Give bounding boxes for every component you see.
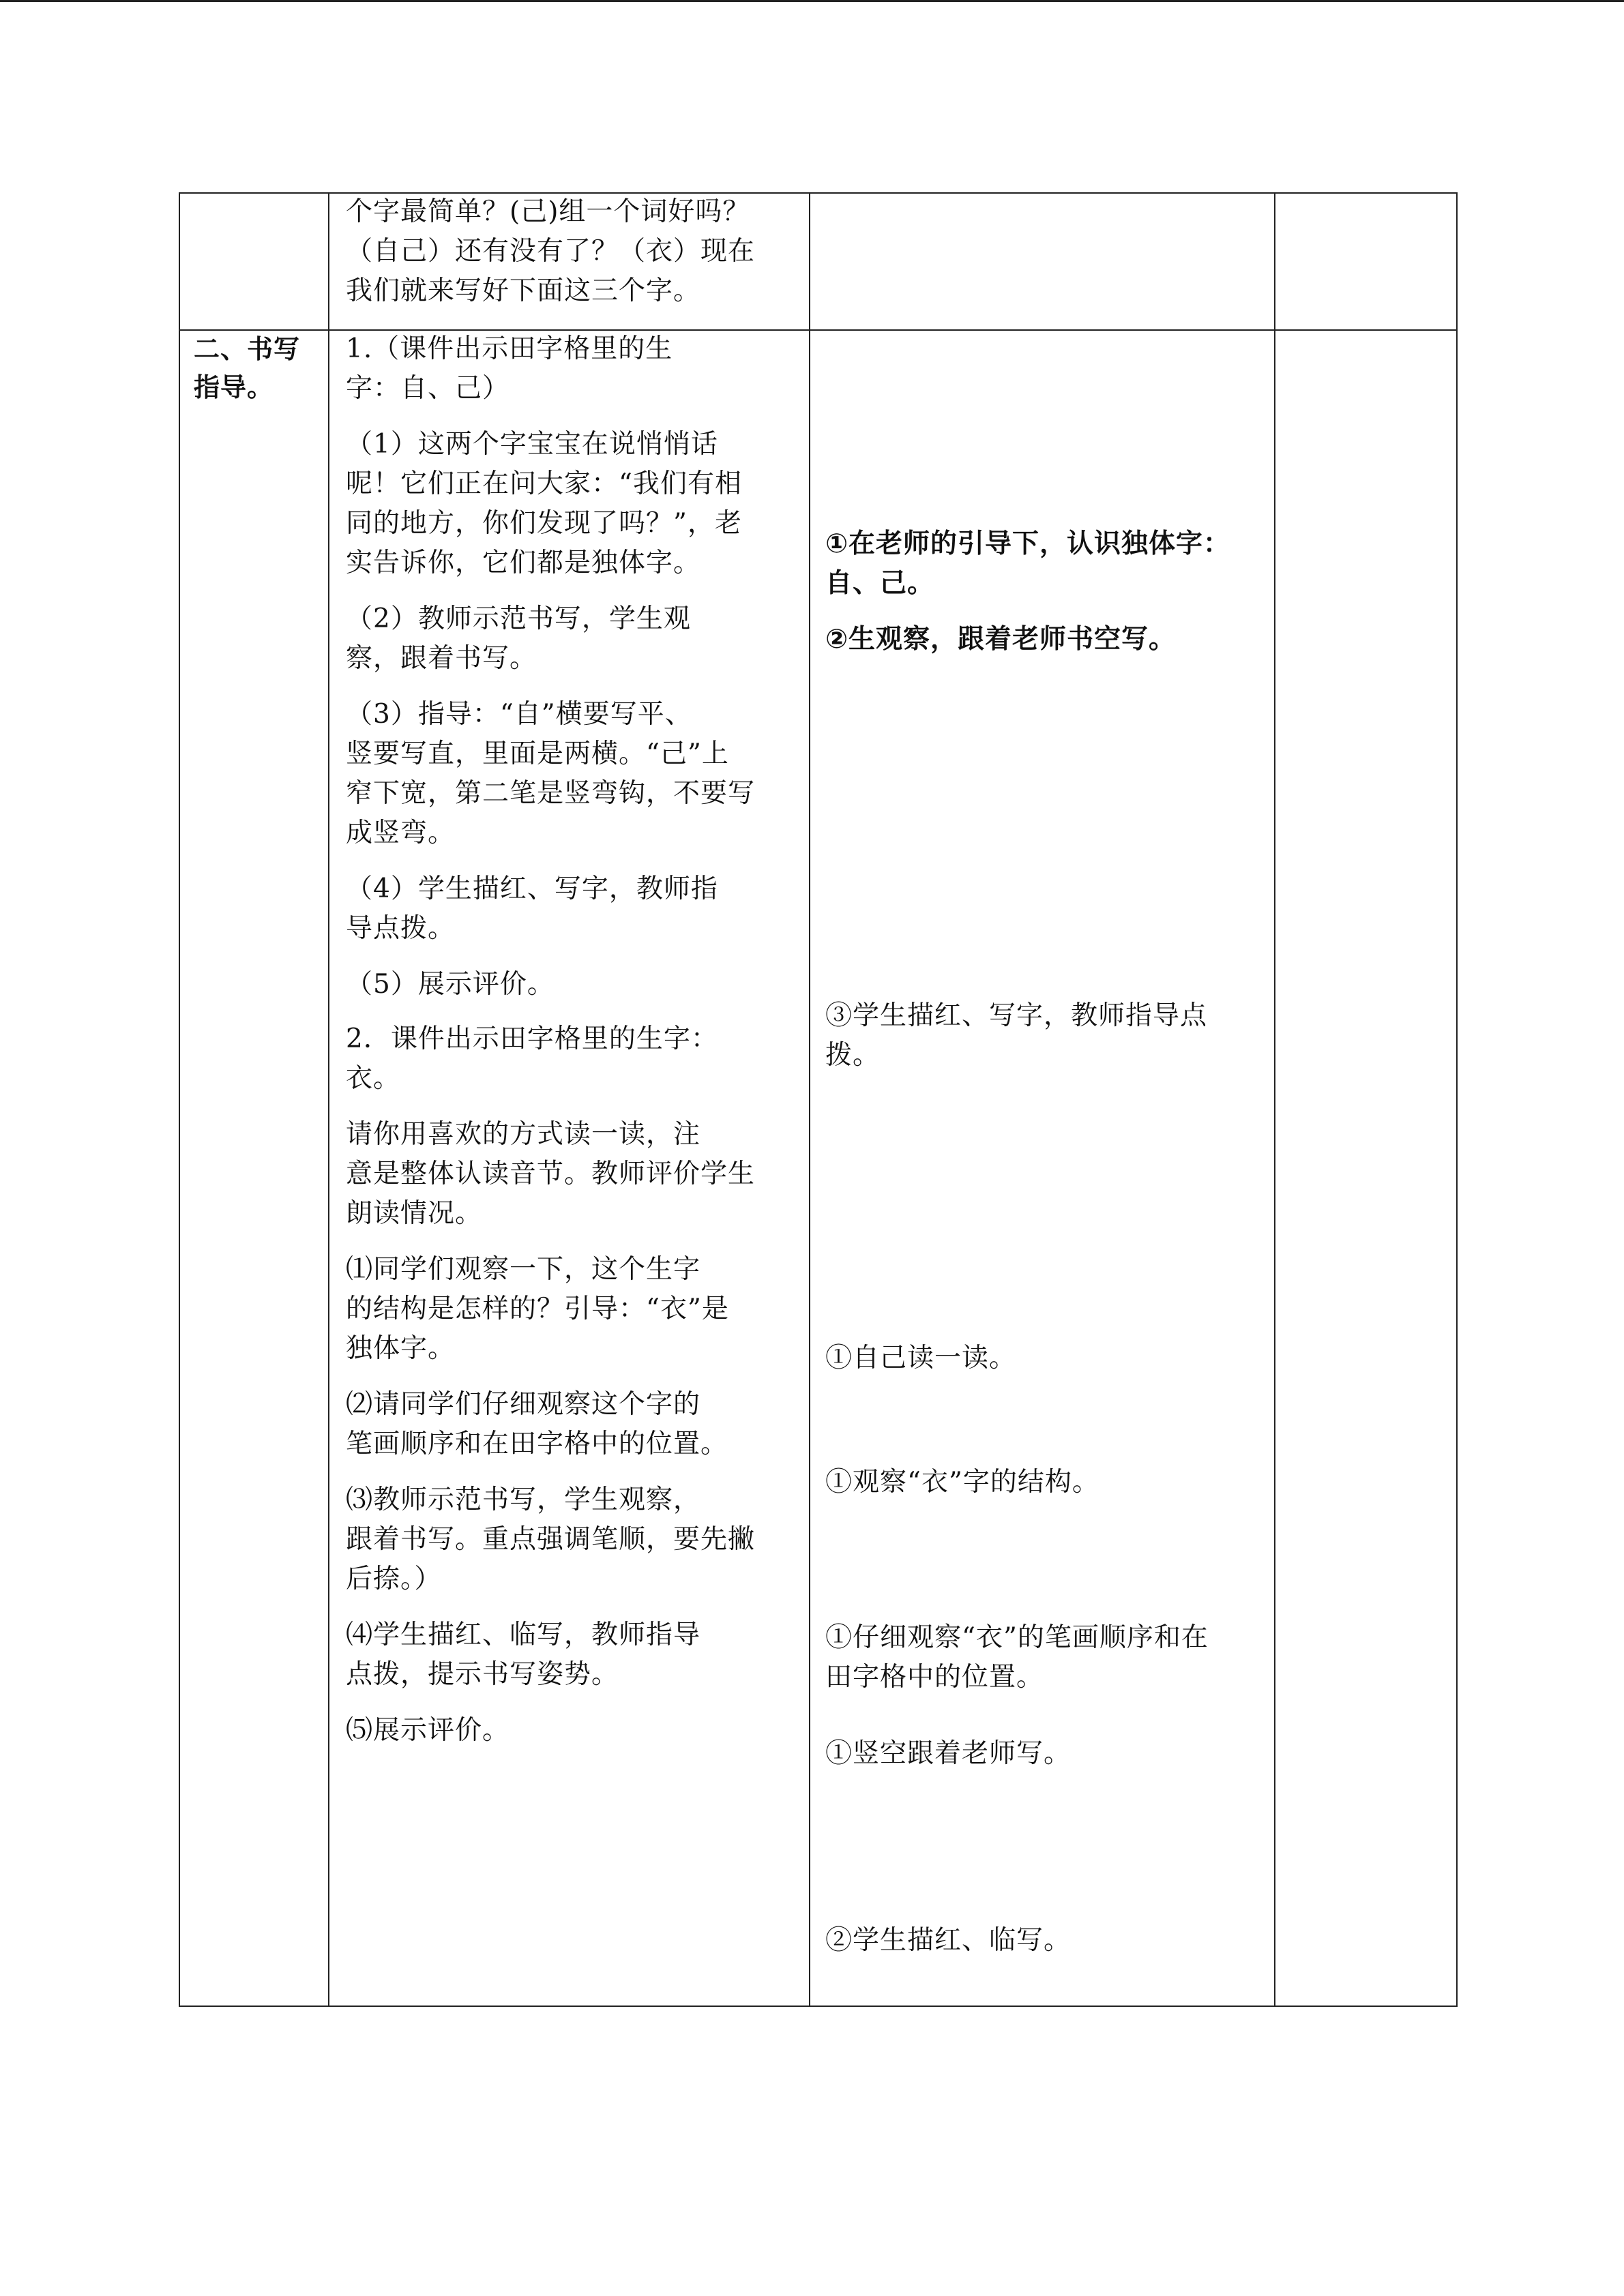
notes-cell [1275,330,1457,2006]
text-line: ①观察“衣”字的结构。 [825,1467,1099,1497]
text-line: ②生观察，跟着老师书空写。 [825,624,1177,655]
text-line: 同的地方，你们发现了吗？”，老 [346,508,742,539]
text-line: ⑴同学们观察一下，这个生字 [346,1254,701,1285]
text-line: ⑸展示评价。 [346,1715,510,1746]
text-line: 请你用喜欢的方式读一读，注 [346,1119,701,1150]
student-activity-cell [810,193,1275,330]
text-line: ①自己读一读。 [825,1343,1017,1373]
text-line: ①仔细观察“衣”的笔画顺序和在 [825,1622,1209,1653]
text-line: 拨。 [825,1040,881,1071]
text-line: （1）这两个字宝宝在说悄悄话 [346,429,718,460]
text-line: ③学生描红、写字，教师指导点 [825,1000,1208,1031]
student-activity-cell [810,330,1275,2006]
top-border-line [0,0,1624,2]
text-line: 实告诉你，它们都是独体字。 [346,548,701,578]
text-line: 自、己。 [825,568,935,599]
section-title: 二、书写 [194,334,301,364]
text-line: 字：自、己） [346,373,510,404]
text-line: 呢！它们正在问大家：“我们有相 [346,468,742,499]
text-line: ⑷学生描红、临写，教师指导 [346,1620,701,1650]
text-line: 个字最简单？(己)组一个词好吗？ [346,196,750,227]
teacher-activity-cell [329,193,810,330]
text-line: 察，跟着书写。 [346,643,537,674]
text-line: 窄下宽，第二笔是竖弯钩，不要写 [346,778,756,809]
table-row [179,193,1457,330]
text-line: 意是整体认读音节。教师评价学生 [346,1159,756,1189]
text-line: 衣。 [346,1063,401,1094]
text-line: ⑵请同学们仔细观察这个字的 [346,1389,701,1420]
text-line: 竖要写直，里面是两横。“己”上 [346,739,729,769]
section-cell [179,330,329,2006]
text-line: （2）教师示范书写，学生观 [346,603,691,634]
text-line: 笔画顺序和在田字格中的位置。 [346,1429,728,1459]
text-line: 朗读情况。 [346,1198,483,1229]
text-line: （5）展示评价。 [346,969,555,1000]
section-title: 指导。 [194,372,274,402]
text-line: ①在老师的引导下，认识独体字： [825,528,1231,559]
text-line: 成竖弯。 [346,818,456,848]
text-line: 独体字。 [346,1333,456,1364]
text-line: ⑶教师示范书写，学生观察， [346,1485,701,1515]
lesson-plan-table [179,192,1458,2007]
text-line: 的结构是怎样的？引导：“衣”是 [346,1294,729,1324]
text-line: 我们就来写好下面这三个字。 [346,275,701,306]
notes-cell [1275,193,1457,330]
section-cell [179,193,329,330]
text-line: （自己）还有没有了？（衣）现在 [346,236,756,267]
teacher-activity-cell [329,330,810,2006]
text-line: 田字格中的位置。 [825,1662,1044,1693]
text-line: 2．课件出示田字格里的生字： [346,1024,718,1054]
text-line: ①竖空跟着老师写。 [825,1738,1072,1769]
text-line: 后捺。） [346,1564,442,1594]
text-line: （3）指导：“自”横要写平、 [346,699,692,730]
text-line: ②学生描红、临写。 [825,1925,1072,1956]
text-line: 点拨，提示书写姿势。 [346,1659,619,1690]
table-row [179,330,1457,2006]
text-line: 跟着书写。重点强调笔顺，要先撇 [346,1524,756,1555]
text-line: 1.（课件出示田字格里的生 [346,333,673,364]
text-line: （4）学生描红、写字，教师指 [346,874,718,904]
text-line: 导点拨。 [346,913,456,944]
